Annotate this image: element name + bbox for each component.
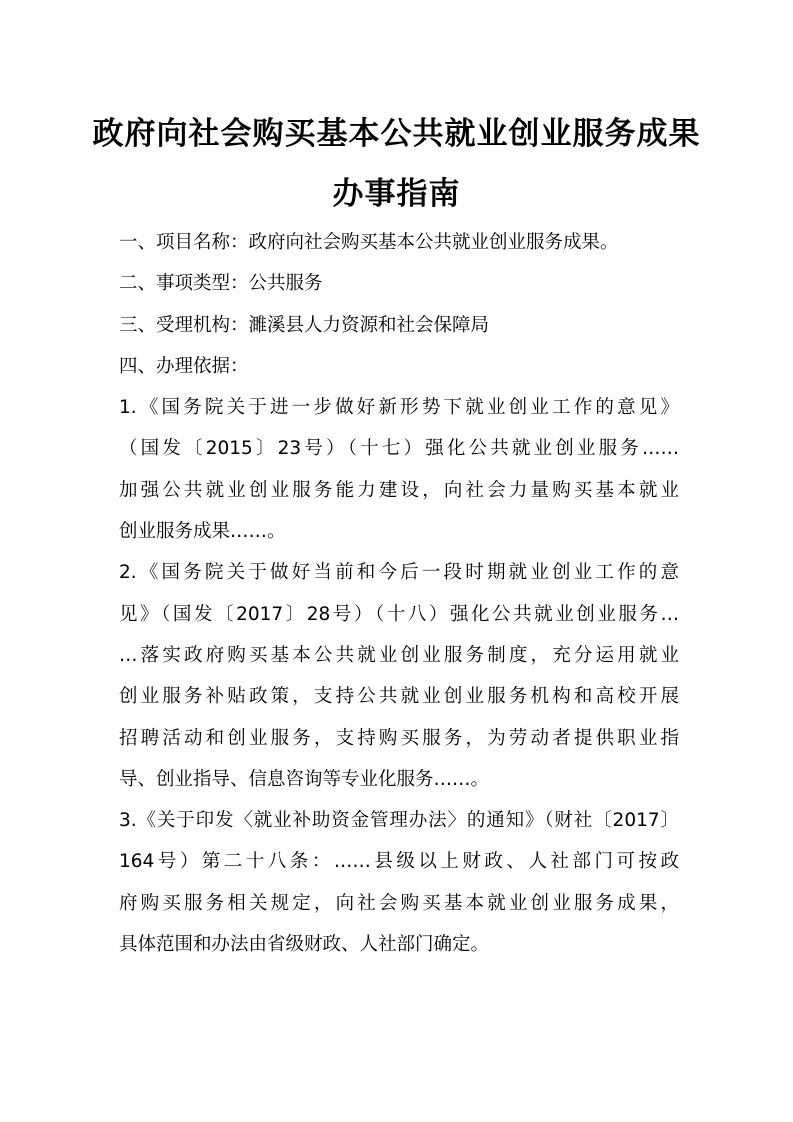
- document-body: [119, 222, 679, 965]
- basis-3-line-3: 府购买服务相关规定，向社会购买基本就业创业服务成果，: [119, 892, 679, 914]
- basis-heading: 四、办理依据：: [119, 355, 249, 377]
- basis-1-line-1: 1.《国务院关于进一步做好新形势下就业创业工作的意见》: [119, 397, 679, 419]
- basis-1-line-2: （国发〔2015〕23号）（十七）强化公共就业创业服务……: [119, 438, 679, 460]
- basis-1-line-3: 加强公共就业创业服务能力建设，向社会力量购买基本就业: [119, 479, 679, 501]
- item-name-line: 一、项目名称：政府向社会购买基本公共就业创业服务成果。: [119, 232, 619, 253]
- basis-3-line-1: 3.《关于印发〈就业补助资金管理办法〉的通知》（财社〔2017〕: [119, 810, 679, 832]
- basis-1-line-4: 创业服务成果……。: [119, 521, 286, 543]
- item-type-line: 二、事项类型：公共服务: [119, 273, 323, 295]
- basis-2-line-6: 导、创业指导、信息咨询等专业化服务……。: [119, 768, 490, 790]
- basis-2-line-4: 创业服务补贴政策，支持公共就业创业服务机构和高校开展: [119, 686, 679, 708]
- document-title: 政府向社会购买基本公共就业创业服务成果: [92, 116, 701, 152]
- basis-2-line-1: 2.《国务院关于做好当前和今后一段时期就业创业工作的意: [119, 562, 679, 584]
- basis-3-line-2: 164号）第二十八条：……县级以上财政、人社部门可按政: [119, 851, 679, 873]
- basis-2-line-2: 见》（国发〔2017〕28号）（十八）强化公共就业创业服务…: [119, 603, 679, 625]
- agency-line: 三、受理机构：濉溪县人力资源和社会保障局: [119, 314, 490, 336]
- basis-2-line-5: 招聘活动和创业服务，支持购买服务，为劳动者提供职业指: [119, 727, 679, 749]
- document-subtitle: 办事指南: [332, 176, 461, 212]
- basis-3-line-4: 具体范围和办法由省级财政、人社部门确定。: [119, 934, 490, 956]
- basis-2-line-3: …落实政府购买基本公共就业创业服务制度，充分运用就业: [119, 644, 679, 666]
